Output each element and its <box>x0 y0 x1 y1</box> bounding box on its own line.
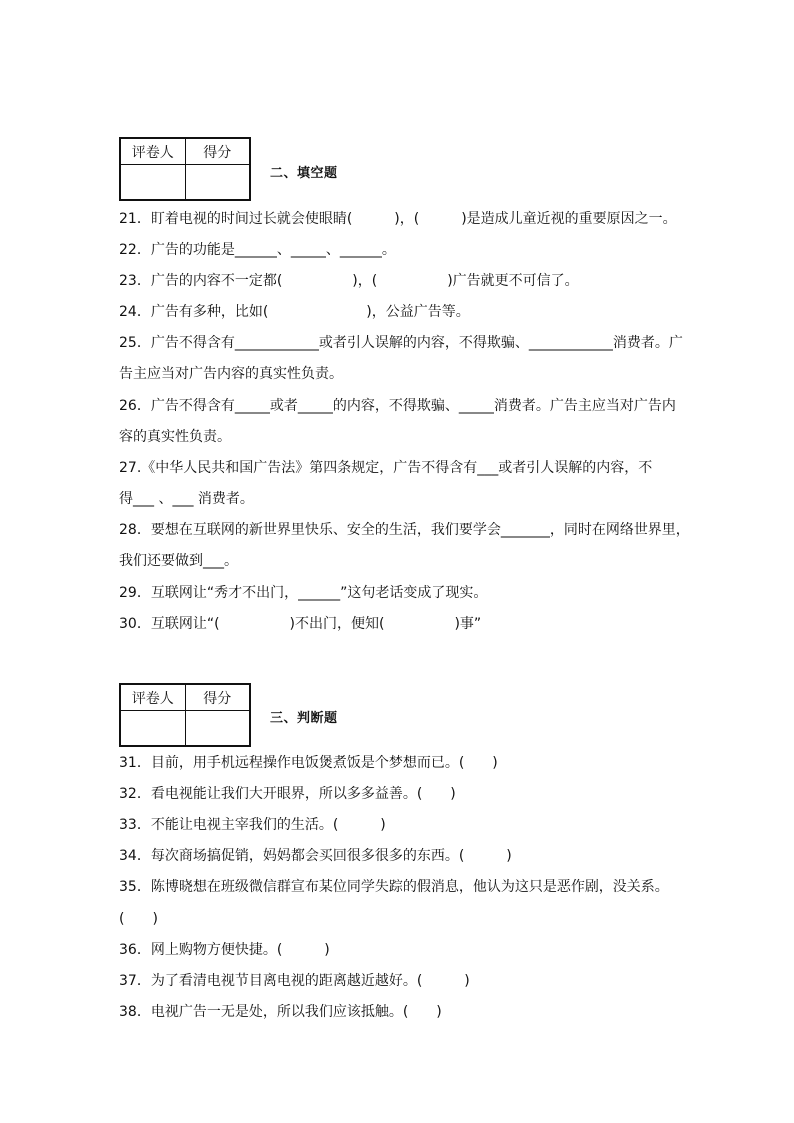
question-37: 37．为了看清电视节目离电视的距离越近越好。( ) <box>119 973 470 989</box>
question-32: 32．看电视能让我们大开眼界，所以多多益善。( ) <box>119 786 456 802</box>
question-28-line1: 28．要想在互联网的新世界里快乐、安全的生活，我们要学会_______，同时在网络世界里， <box>119 522 690 538</box>
question-24: 24．广告有多种，比如( )，公益广告等。 <box>119 304 470 320</box>
score-table-2 <box>119 683 251 747</box>
question-27-line1: 27.《中华人民共和国广告法》第四条规定，广告不得含有___或者引人误解的内容，不 <box>119 460 653 476</box>
question-22: 22．广告的功能是______、_____、______。 <box>119 242 396 258</box>
question-36: 36．网上购物方便快捷。( ) <box>119 942 330 958</box>
score-header: 得分 <box>185 684 250 711</box>
question-38: 38．电视广告一无是处，所以我们应该抵触。( ) <box>119 1004 442 1020</box>
question-25-line1: 25．广告不得含有____________或者引人误解的内容，不得欺骗、____________消费者。广 <box>119 335 683 351</box>
question-29: 29．互联网让“秀才不出门，______”这句老话变成了现实。 <box>119 585 488 601</box>
question-34: 34．每次商场搞促销，妈妈都会买回很多很多的东西。( ) <box>119 848 512 864</box>
question-25-line2: 告主应当对广告内容的真实性负责。 <box>119 366 343 382</box>
reviewer-cell <box>120 711 185 747</box>
question-26-line2: 容的真实性负责。 <box>119 429 231 445</box>
question-28-line2: 我们还要做到___。 <box>119 553 238 569</box>
question-33: 33．不能让电视主宰我们的生活。( ) <box>119 817 386 833</box>
reviewer-header: 评卷人 <box>120 684 185 711</box>
question-35-line1: 35．陈博晓想在班级微信群宣布某位同学失踪的假消息，他认为这只是恶作剧，没关系。 <box>119 879 669 895</box>
question-21: 21．盯着电视的时间过长就会使眼睛( )，( )是造成儿童近视的重要原因之一。 <box>119 211 677 227</box>
section-title-fill: 二、填空题 <box>270 166 338 181</box>
question-26-line1: 26．广告不得含有_____或者_____的内容，不得欺骗、_____消费者。广告主应当对广告内 <box>119 398 676 414</box>
score-cell <box>185 711 250 747</box>
question-23: 23．广告的内容不一定都( )，( )广告就更不可信了。 <box>119 273 579 289</box>
question-35-line2: ( ) <box>119 911 158 927</box>
question-31: 31．目前，用手机远程操作电饭煲煮饭是个梦想而已。( ) <box>119 755 498 771</box>
reviewer-header: 评卷人 <box>120 138 185 165</box>
score-header: 得分 <box>185 138 250 165</box>
reviewer-cell <box>120 165 185 201</box>
score-table-1 <box>119 137 251 201</box>
section-title-judge: 三、判断题 <box>270 711 338 726</box>
score-cell <box>185 165 250 201</box>
question-27-line2: 得___ 、___ 消费者。 <box>119 491 254 507</box>
question-30: 30．互联网让“( )不出门，便知( )事” <box>119 616 482 632</box>
